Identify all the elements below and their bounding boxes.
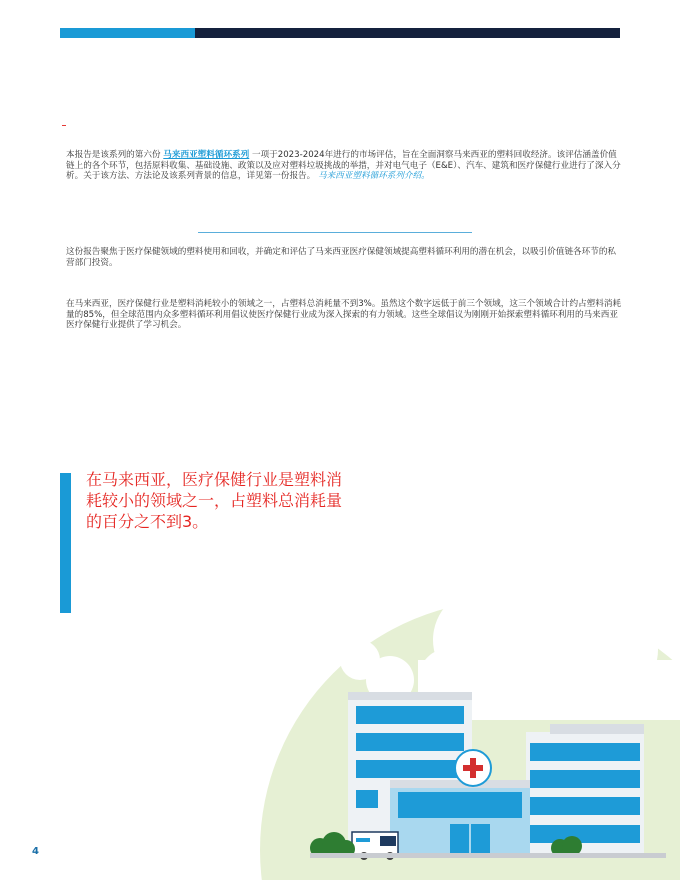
ground-line <box>310 853 666 858</box>
header-bar-blue-segment <box>60 28 195 38</box>
intro-paragraph <box>66 150 622 182</box>
intro-text-after: 一项于2023-2024年进行的市场评估，旨在全面洞察马来西亚的塑料回收经济。该评估涵盖价值链上的各个环节，包括原料收集、基础设施、政策以及应对塑料垃圾挑战的举措，并对电气电子（E&E）、汽车、建筑和医疗保健行业进行了深入分析。关于该方法、方法论及该系列背景的信息，详见第一份报告。 <box>66 150 621 182</box>
header-color-bar <box>60 28 620 38</box>
hospital-illustration <box>240 540 680 880</box>
focus-paragraph: 这份报告聚焦于医疗保健领域的塑料使用和回收，并确定和评估了马来西亚医疗保健领域提高塑料循环利用的潜在机会，以吸引价值链各环节的私营部门投资。 <box>66 247 617 268</box>
page-number: 4 <box>32 846 39 857</box>
header-bar-navy-segment <box>195 28 620 38</box>
pull-quote: 在马来西亚，医疗保健行业是塑料消耗较小的领域之一，占塑料总消耗量的百分之不到3。 <box>86 470 343 531</box>
context-paragraph: 在马来西亚，医疗保健行业是塑料消耗较小的领域之一，占塑料总消耗量不到3%。虽然这个数字远低于前三个领域，这三个领域合计约占塑料消耗量的85%，但全球范围内众多塑料循环利用倡议使医疗保健行业成为深入探索的有力领域。这些全球倡议为刚刚开始探索塑料循环利用的马来西亚医疗保健行业提供了学习机会。 <box>66 299 622 331</box>
link-tail: 。 <box>421 171 430 182</box>
series-link[interactable]: 马来西亚塑料循环系列 <box>163 150 250 160</box>
pull-quote-bar <box>60 473 71 613</box>
series-intro-link[interactable]: 马来西亚塑料循环系列介绍 <box>317 171 422 182</box>
red-marker <box>62 125 66 126</box>
section-divider <box>198 232 472 233</box>
intro-text-before: 本报告是该系列的第六份 <box>66 150 161 160</box>
medical-cross-icon <box>455 750 491 786</box>
